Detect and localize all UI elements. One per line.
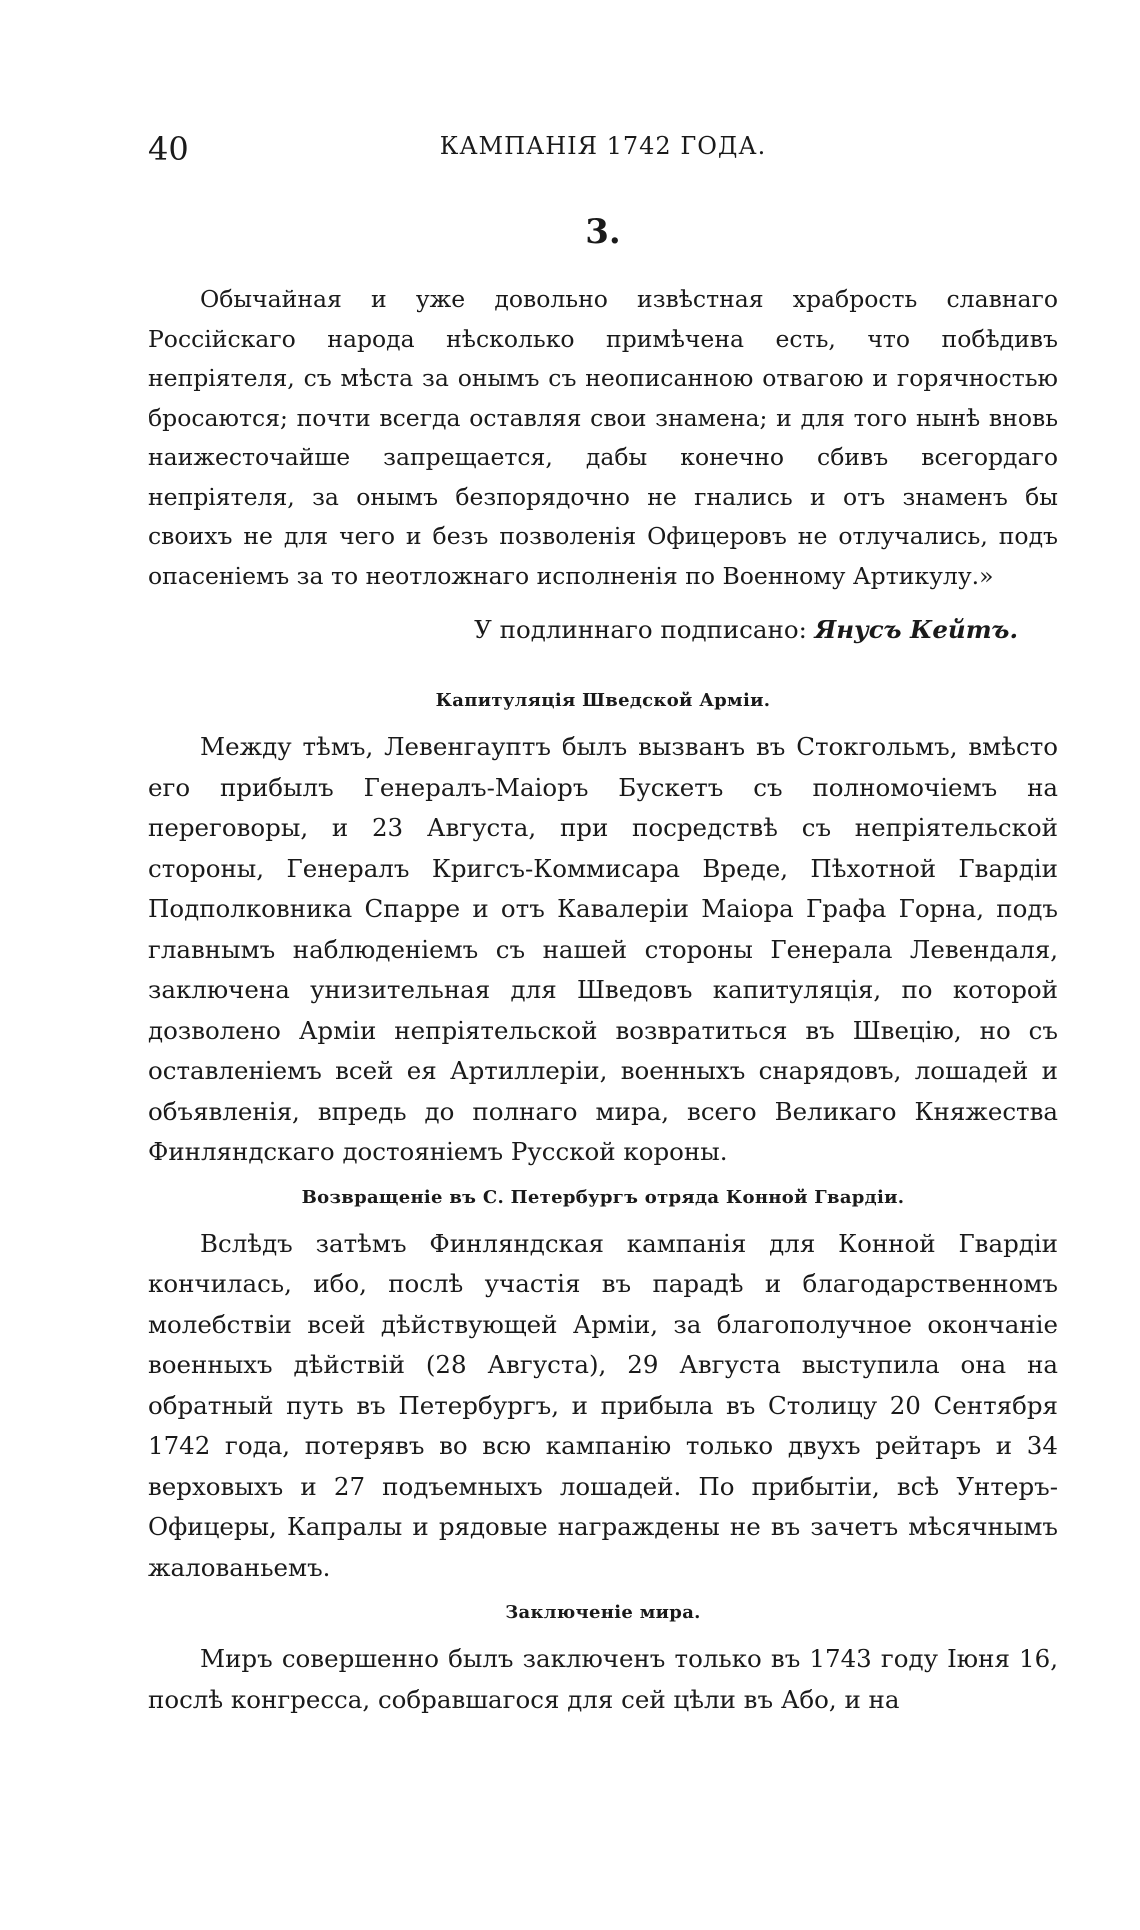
paragraph-return: Вслѣдъ затѣмъ Финляндская кампанія для Конной Гвардіи кончилась, ибо, послѣ участія въ парадѣ и благодарственномъ молебствіи всей дѣйствующей Арміи, за благополучное окончаніе военныхъ дѣйствій (28 Августа), 29 Августа выступила она на обратный путь въ Петербургъ, и прибыла въ Столицу 20 Сентября 1742 года, потерявъ во всю кампанію только двухъ рейтаръ и 34 верховыхъ и 27 подъемныхъ лошадей. По прибытіи, всѣ Унтеръ-Офицеры, Капралы и рядовые награждены не въ зачетъ мѣсячнымъ жалованьемъ. bbox=[148, 1228, 1058, 1582]
book-page bbox=[148, 130, 1058, 1720]
signature-line bbox=[148, 610, 1058, 650]
signature-prefix: У подлиннаго подписано: bbox=[474, 615, 807, 644]
section-number: 3. bbox=[585, 212, 621, 252]
heading-peace: Заключеніе мира. bbox=[505, 1602, 701, 1623]
paragraph-peace: Миръ совершенно былъ заключенъ только въ 1743 году Іюня 16, послѣ конгресса, собравшагося для сей цѣли въ Або, и на bbox=[148, 1644, 1058, 1714]
signature-name: Янусъ Кейтъ. bbox=[814, 615, 1018, 644]
running-title: КАМПАНІЯ 1742 ГОДА. bbox=[439, 132, 767, 160]
running-head bbox=[148, 130, 1058, 174]
heading-return: Возвращеніе въ С. Петербургъ отряда Конной Гвардіи. bbox=[301, 1186, 905, 1208]
heading-capitulation: Капитуляція Шведской Арміи. bbox=[435, 690, 771, 711]
paragraph-capitulation: Между тѣмъ, Левенгауптъ былъ вызванъ въ Стокгольмъ, вмѣсто его прибылъ Генералъ-Маіоръ Бускетъ съ полномочіемъ на переговоры, и 23 Августа, при посредствѣ съ непріятельской стороны, Генералъ Кригсъ-Коммисара Вреде, Пѣхотной Гвардіи Подполковника Спарре и отъ Кавалеріи Маіора Графа Горна, подъ главнымъ наблюденіемъ съ нашей стороны Генерала Левендаля, заключена унизительная для Шведовъ капитуляція, по которой дозволено Арміи непріятельской возвратиться въ Швецію, но съ оставленіемъ всей ея Артиллеріи, военныхъ снарядовъ, лошадей и объявленія, впредь до полнаго мира, всего Великаго Княжества Финляндскаго достояніемъ Русской короны. bbox=[148, 732, 1058, 1166]
page-number: 40 bbox=[148, 130, 189, 168]
paragraph-order-text: Обычайная и уже довольно извѣстная храбрость славнаго Россійскаго народа нѣсколько примѣчена есть, что побѣдивъ непріятеля, съ мѣста за онымъ съ неописанною отвагою и горячностью бросаются; почти всегда оставляя свои знамена; и для того нынѣ вновь наижесточайше запрещается, дабы конечно сбивъ всегордаго непріятеля, за онымъ безпорядочно не гнались и отъ знаменъ бы своихъ не для чего и безъ позволенія Офицеровъ не отлучались, подъ опасеніемъ за то неотложнаго исполненія по Военному Артикулу.» bbox=[148, 285, 1058, 590]
